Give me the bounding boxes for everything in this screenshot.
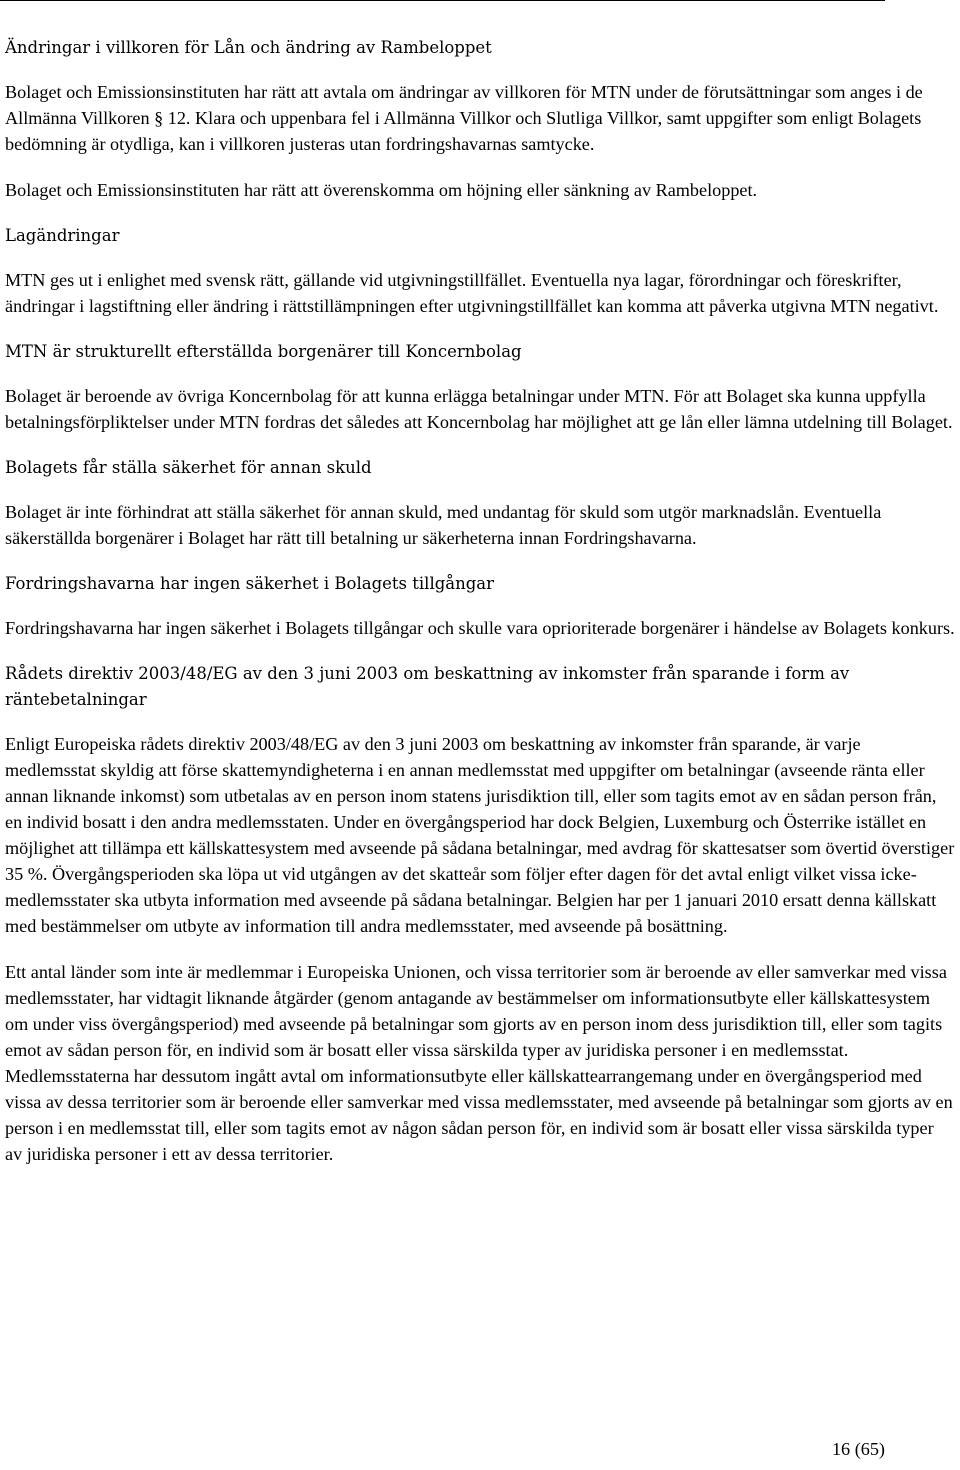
section-rådets-direktiv xyxy=(5,661,955,1167)
paragraph: Bolaget och Emissionsinstituten har rätt att avtala om ändringar av villkoren för MTN under de förutsättningar som anges i de Allmänna Villkoren § 12. Klara och uppenbara fel i Allmänna Villkor och Slutliga Villkor, samt uppgifter som enligt Bolagets bedömning är otydliga, kan i villkoren justeras utan fordringshavarnas samtycke. xyxy=(5,82,923,154)
paragraph: Ett antal länder som inte är medlemmar i Europeiska Unionen, och vissa territorier som är beroende av eller samverkar med vissa medlemsstater, har vidtagit liknande åtgärder (genom antagande av bestämmelser om informationsutbyte eller källskattesystem om under viss övergångsperiod) med avseende på betalningar som gjorts av en person inom dess jurisdiktion till, eller som tagits emot av sådan person för, en individ som är bosatt eller vissa särskilda typer av juridiska personer i en medlemsstat. Medlemsstaterna har dessutom ingått avtal om informationsutbyte eller källskattearrangemang under en övergångsperiod med vissa av dessa territorier som är beroende eller samverkar med vissa medlemsstater, med avseende på betalningar som gjorts av en person i en medlemsstat till, eller som tagits emot av någon sådan person för, en individ som är bosatt eller vissa särskilda typer av juridiska personer i ett av dessa territorier. xyxy=(5,962,953,1164)
document-body xyxy=(5,35,955,1167)
paragraph: Fordringshavarna har ingen säkerhet i Bolagets tillgångar och skulle vara oprioriterade borgenärer i händelse av Bolagets konkurs. xyxy=(5,618,955,638)
section-ändringar-i-villkoren xyxy=(5,35,955,223)
section-heading: Bolagets får ställa säkerhet för annan skuld xyxy=(5,458,372,477)
header-rule xyxy=(0,0,885,1)
section-heading: Rådets direktiv 2003/48/EG av den 3 juni 2003 om beskattning av inkomster från sparande i form av räntebetalningar xyxy=(5,664,850,709)
paragraph: Bolaget är inte förhindrat att ställa säkerhet för annan skuld, med undantag för skuld som utgör marknadslån. Eventuella säkerställda borgenärer i Bolaget har rätt till betalning ur säkerheterna innan Fordringshavarna. xyxy=(5,502,882,548)
paragraph: MTN ges ut i enlighet med svensk rätt, gällande vid utgivningstillfället. Eventuella nya lagar, förordningar och föreskrifter, ändringar i lagstiftning eller ändring i rättstillämpningen efter utgivningstillfället kan komma att påverka utgivna MTN negativt. xyxy=(5,270,939,316)
section-heading: Fordringshavarna har ingen säkerhet i Bolagets tillgångar xyxy=(5,574,495,593)
page-number: 16 (65) xyxy=(831,1439,885,1459)
paragraph: Bolaget är beroende av övriga Koncernbolag för att kunna erlägga betalningar under MTN. För att Bolaget ska kunna uppfylla betalningsförpliktelser under MTN fordras det således att Koncernbolag har möjlighet att ge lån eller lämna utdelning till Bolaget. xyxy=(5,386,953,432)
section-säkerhet-annan-skuld xyxy=(5,455,955,571)
paragraph: Bolaget och Emissionsinstituten har rätt att överenskomma om höjning eller sänkning av Rambeloppet. xyxy=(5,180,758,200)
paragraph: Enligt Europeiska rådets direktiv 2003/48/EG av den 3 juni 2003 om beskattning av inkomster från sparande, är varje medlemsstat skyldig att förse skattemyndigheterna i en annan medlemsstat med uppgifter om betalningar (avseende ränta eller annan liknande inkomst) som utbetalas av en person inom statens jurisdiktion till, eller som tagits emot av en sådan person från, en individ bosatt i den andra medlemsstaten. Under en övergångsperiod har dock Belgien, Luxemburg och Österrike istället en möjlighet att tillämpa ett källskattesystem med avseende på sådana betalningar, med avdrag för skattesatser som övertid överstiger 35 %. Övergångsperioden ska löpa ut vid utgången av det skatteår som följer efter dagen för det avtal enligt vilket vissa icke-medlemsstater ska utbyta information med avseende på sådana betalningar. Belgien har per 1 januari 2010 ersatt denna källskatt med bestämmelser om utbyte av information till andra medlemsstater, med avseende på bosättning. xyxy=(5,734,955,936)
section-heading: MTN är strukturellt efterställda borgenärer till Koncernbolag xyxy=(5,342,522,361)
section-heading: Lagändringar xyxy=(5,226,120,245)
section-lagändringar xyxy=(5,223,955,339)
section-strukturellt-efterställda xyxy=(5,339,955,455)
section-heading: Ändringar i villkoren för Lån och ändring av Rambeloppet xyxy=(5,38,492,57)
section-ingen-säkerhet xyxy=(5,571,955,661)
